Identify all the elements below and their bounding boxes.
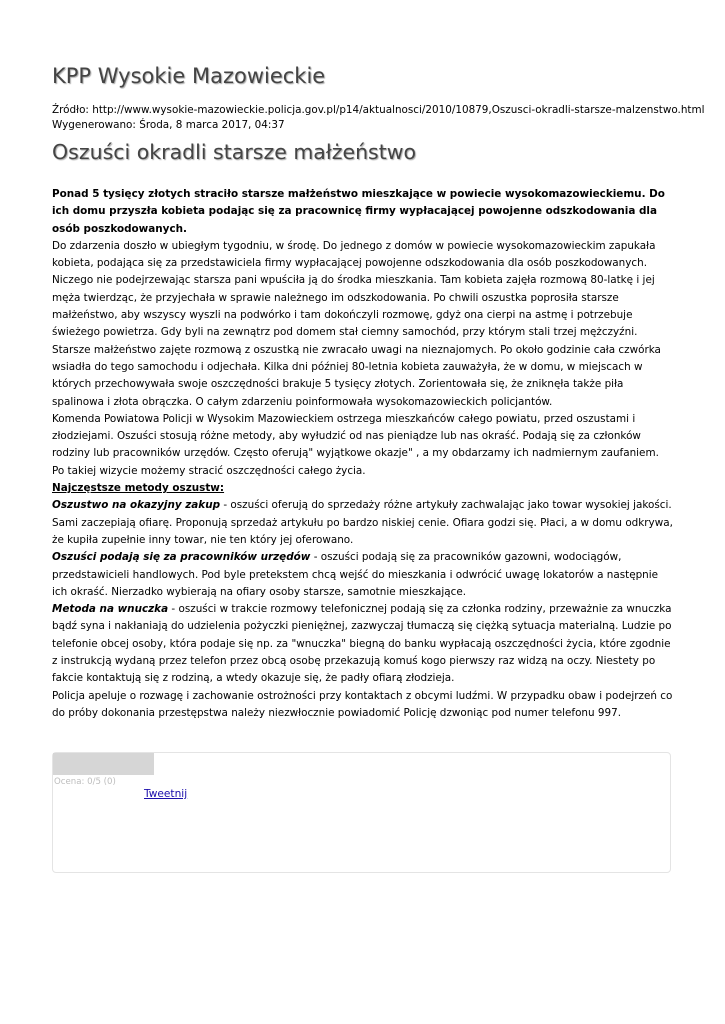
page-meta xyxy=(52,103,705,133)
method-name: Oszuści podają się za pracowników urzędów xyxy=(52,551,311,564)
methods-heading: Najczęstsze metody oszustw: xyxy=(52,482,225,495)
method-name: Metoda na wnuczka xyxy=(52,603,169,616)
article-paragraph-1: Do zdarzenia doszło w ubiegłym tygodniu, w środę. Do jednego z domów w powiecie wysokomazowieckim zapukała kobieta, podająca się za przedstawiciela firmy wypłacającej powojenne odszkodowania dla osób poszkodowanych. Niczego nie podejrzewając starsza pani wpuściła ją do środka mieszkania. Tam kobieta zajęła rozmową 80-latkę i jej męża twierdząc, że przyjechała w sprawie należnego im odszkodowania. Po chwili oszustka poprosiła starsze małżeństwo, aby wszyscy wyszli na podwórko i tam dokończyli rozmowę, gdyż ona cierpi na astmę i potrzebuje świeżego powietrza. Gdy byli na zewnątrz pod domem stał ciemny samochód, przy którym stali trzej mężczyźni. Starsze małżeństwo zajęte rozmową z oszustką nie zwracało uwagi na nieznajomych. Po około godzinie cała czwórka wsiadła do tego samochodu i odjechała. Kilka dni później 80-letnia kobieta zauważyła, że w domu, w miejscach w których przechowywała swoje oszczędności brakuje 5 tysięcy złotych. Zorientowała się, że zniknęła także piła spalinowa i złota obrączka. O całym zdarzeniu poinformowała wysokomazowieckich policjantów. xyxy=(52,239,661,408)
method-text: - oszuści w trakcie rozmowy telefonicznej podają się za członka rodziny, przeważnie za wnuczka bądź syna i nakłaniają do udzielenia pożyczki pieniężnej, zazwyczaj tłumaczą się ciężką sytuacja materialną. Ludzie po telefonie obcej osoby, która podaje się np. za "wnuczka" biegną do banku wypłacają oszczędności życia, które zgodnie z instrukcją wydaną przez telefon przez obcą osobę przekazują komuś kogo pierwszy raz widzą na oczy. Niestety po fakcie kontaktują się z rodziną, a wtedy okazuje się, że padły ofiarą złodzieja. xyxy=(52,603,672,685)
article-paragraph-2: Komenda Powiatowa Policji w Wysokim Mazowieckiem ostrzega mieszkańców całego powiatu, przed oszustami i złodziejami. Oszuści stosują różne metody, aby wyłudzić od nas pieniądze lub nas okraść. Podają się za członków rodziny lub pracowników urzędów. Często oferują" wyjątkowe okazje" , a my obdarzamy ich nadmiernym zaufaniem. Po takiej wizycie możemy stracić oszczędności całego życia. xyxy=(52,412,659,477)
generated-line: Wygenerowano: Środa, 8 marca 2017, 04:37 xyxy=(52,119,285,131)
article-lead: Ponad 5 tysięcy złotych straciło starsze małżeństwo mieszkające w powiecie wysokomazowieckiemu. Do ich domu przyszła kobieta podając się za pracownicę firmy wypłacającej powojenne odszkodowania dla osób poszkodowanych. xyxy=(52,188,665,235)
site-title: KPP Wysokie Mazowieckie xyxy=(52,64,326,88)
article-body xyxy=(52,186,674,722)
method-text: - oszuści podają się za pracowników gazowni, wodociągów, przedstawicieli handlowych. Pod byle pretekstem chcą wejść do mieszkania i odwrócić uwagę lokatorów a następnie ich okraść. Nierzadko wybierają na ofiary osoby starsze, samotnie mieszkające. xyxy=(52,551,659,598)
rating-stars-bar[interactable] xyxy=(53,753,154,775)
rating-box xyxy=(52,752,671,873)
article-closing: Policja apeluje o rozwagę i zachowanie ostrożności przy kontaktach z obcymi ludźmi. W przypadku obaw i podejrzeń co do próby dokonania przestępstwa należy niezwłocznie powiadomić Policję dzwoniąc pod numer telefonu 997. xyxy=(52,689,673,719)
tweet-link[interactable]: Tweetnij xyxy=(144,788,188,800)
method-item xyxy=(52,549,674,601)
method-text: - oszuści oferują do sprzedaży różne artykuły zachwalając jako towar wysokiej jakości. Sami zaczepiają ofiarę. Proponują sprzedaż artykułu po bardzo niskiej cenie. Ofiara godzi się. Płaci, a w domu odkrywa, że kupiła zupełnie inny towar, nie ten który jej oferowano. xyxy=(52,499,673,546)
method-item xyxy=(52,601,674,687)
rating-label: Ocena: 0/5 (0) xyxy=(54,777,116,787)
method-name: Oszustwo na okazyjny zakup xyxy=(52,499,221,512)
method-item xyxy=(52,497,674,549)
source-line: Źródło: http://www.wysokie-mazowieckie.policja.gov.pl/p14/aktualnosci/2010/10879,Oszusci-okradli-starsze-malzenstwo.html xyxy=(52,104,705,116)
article-title: Oszuści okradli starsze małżeństwo xyxy=(52,140,417,164)
